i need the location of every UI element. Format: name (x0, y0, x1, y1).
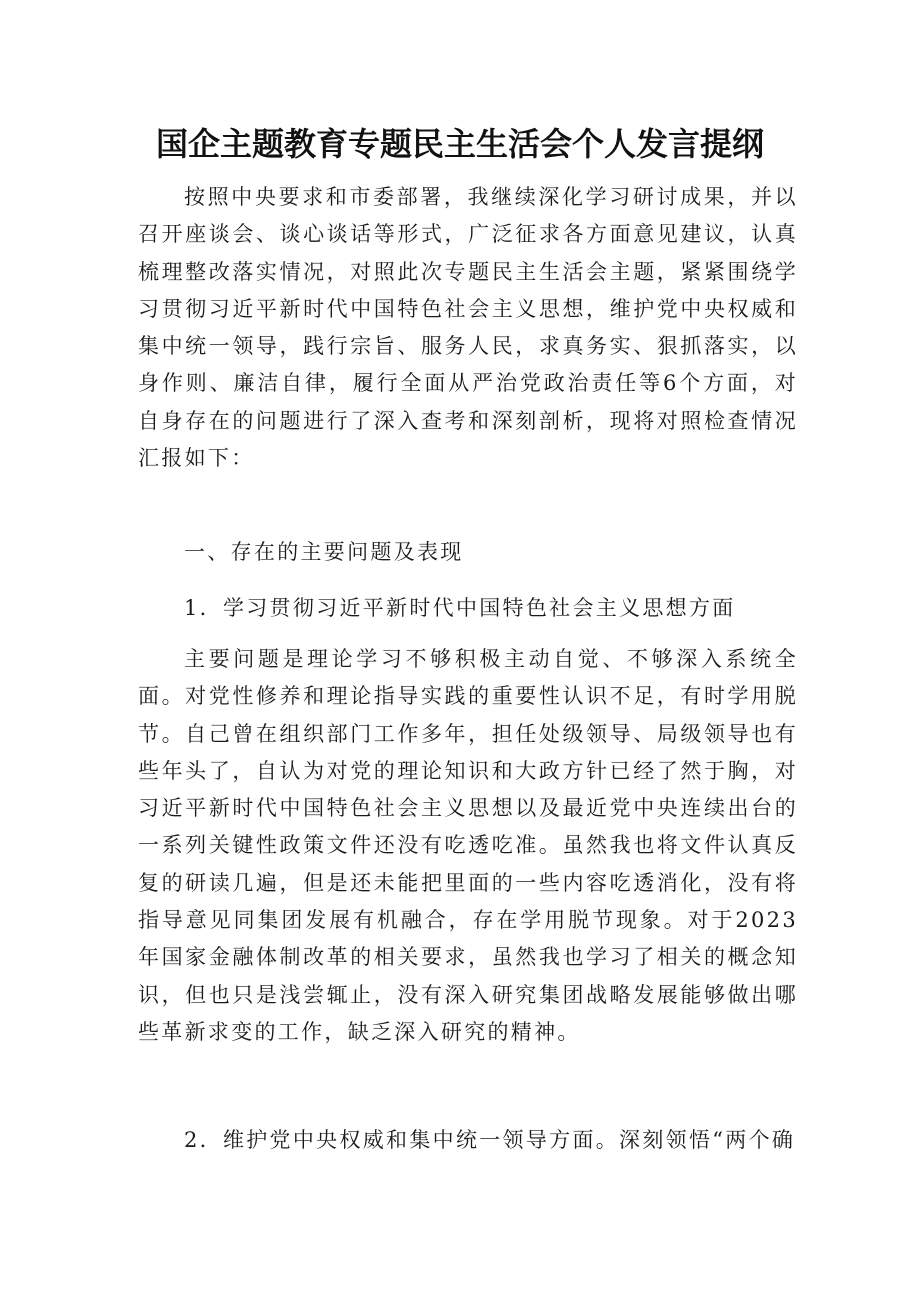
document-title: 国企主题教育专题民主生活会个人发言提纲 (155, 125, 764, 163)
intro-paragraph: 按照中央要求和市委部署，我继续深化学习研讨成果，并以召开座谈会、谈心谈话等形式，广泛征求各方面意见建议，认真梳理整改落实情况，对照此次专题民主生活会主题，紧紧围绕学习贯彻习近平新时代中国特色社会主义思想，维护党中央权威和集中统一领导，践行宗旨、服务人民，求真务实、狠抓落实，以身作则、廉洁自律，履行全面从严治党政治责任等6个方面，对自身存在的问题进行了深入查考和深刻剖析，现将对照检查情况汇报如下： (138, 185, 798, 471)
paragraph-1: 主要问题是理论学习不够积极主动自觉、不够深入系统全面。对党性修养和理论指导实践的重要性认识不足，有时学用脱节。自己曾在组织部门工作多年，担任处级领导、局级领导也有些年头了，自认为对党的理论知识和大政方针已经了然于胸，对习近平新时代中国特色社会主义思想以及最近党中央连续出台的一系列关键性政策文件还没有吃透吃准。虽然我也将文件认真反复的研读几遍，但是还未能把里面的一些内容吃透消化，没有将指导意见同集团发展有机融合，存在学用脱节现象。对于2023年国家金融体制改革的相关要求，虽然我也学习了相关的概念知识，但也只是浅尝辄止，没有深入研究集团战略发展能够做出哪些革新求变的工作，缺乏深入研究的精神。 (138, 647, 798, 1044)
subheading-1: 1．学习贯彻习近平新时代中国特色社会主义思想方面 (184, 596, 736, 620)
paragraph-2: 2．维护党中央权威和集中统一领导方面。深刻领悟“两个确 (184, 1128, 796, 1152)
section-heading: 一、存在的主要问题及表现 (184, 540, 464, 564)
